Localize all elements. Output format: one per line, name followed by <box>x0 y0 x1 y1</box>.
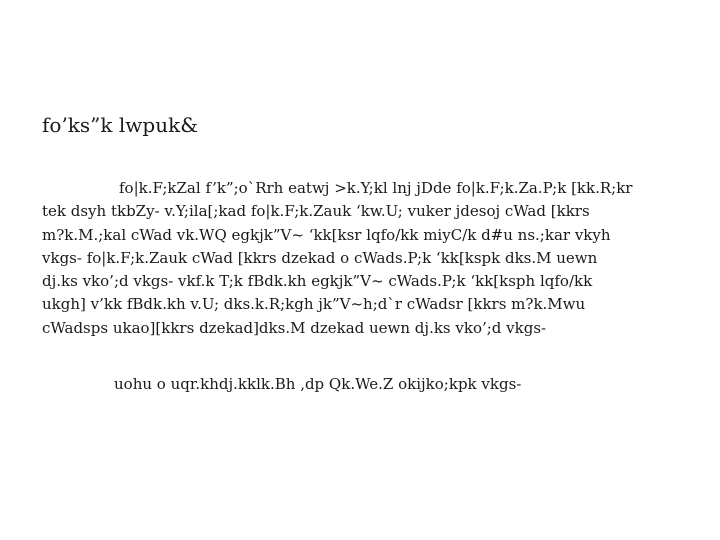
notice-paragraph <box>42 177 682 340</box>
paragraph-line: vkgs- fo|k.F;k.Zauk cWad [kkrs dzekad o cWads.P;k ‘kk[kspk dks.M uewn <box>42 248 598 267</box>
closing-line: uohu o uqr.khdj.kklk.Bh ,dp Qk.We.Z okijko;kpk vkgs- <box>114 375 522 393</box>
paragraph-line: ukgh] v’kk fBdk.kh v.U; dks.k.R;kgh jk”V~h;d`r cWadsr [kkrs m?k.Mwu <box>42 295 586 314</box>
paragraph-line: cWadsps ukao][kkrs dzekad]dks.M dzekad uewn dj.ks vko’;d vkgs- <box>42 318 547 337</box>
paragraph-line: tek dsyh tkbZy- v.Y;ila[;kad fo|k.F;k.Zauk ‘kw.U; vuker jdesoj cWad [kkrs <box>42 202 590 221</box>
paragraph-line: m?k.M.;kal cWad vk.WQ egkjk”V~ ‘kk[ksr lqfo/kk miyC/k d#u ns.;kar vkyh <box>42 225 611 244</box>
notice-heading: fo’ks”k lwpuk& <box>42 113 199 137</box>
paragraph-line: dj.ks vko’;d vkgs- vkf.k T;k fBdk.kh egkjk”V~ cWads.P;k ‘kk[ksph lqfo/kk <box>42 272 593 291</box>
paragraph-line: fo|k.F;kZal f’k”;o`Rrh eatwj >k.Y;kl lnj jDde fo|k.F;k.Za.P;k [kk.R;kr <box>119 179 633 197</box>
